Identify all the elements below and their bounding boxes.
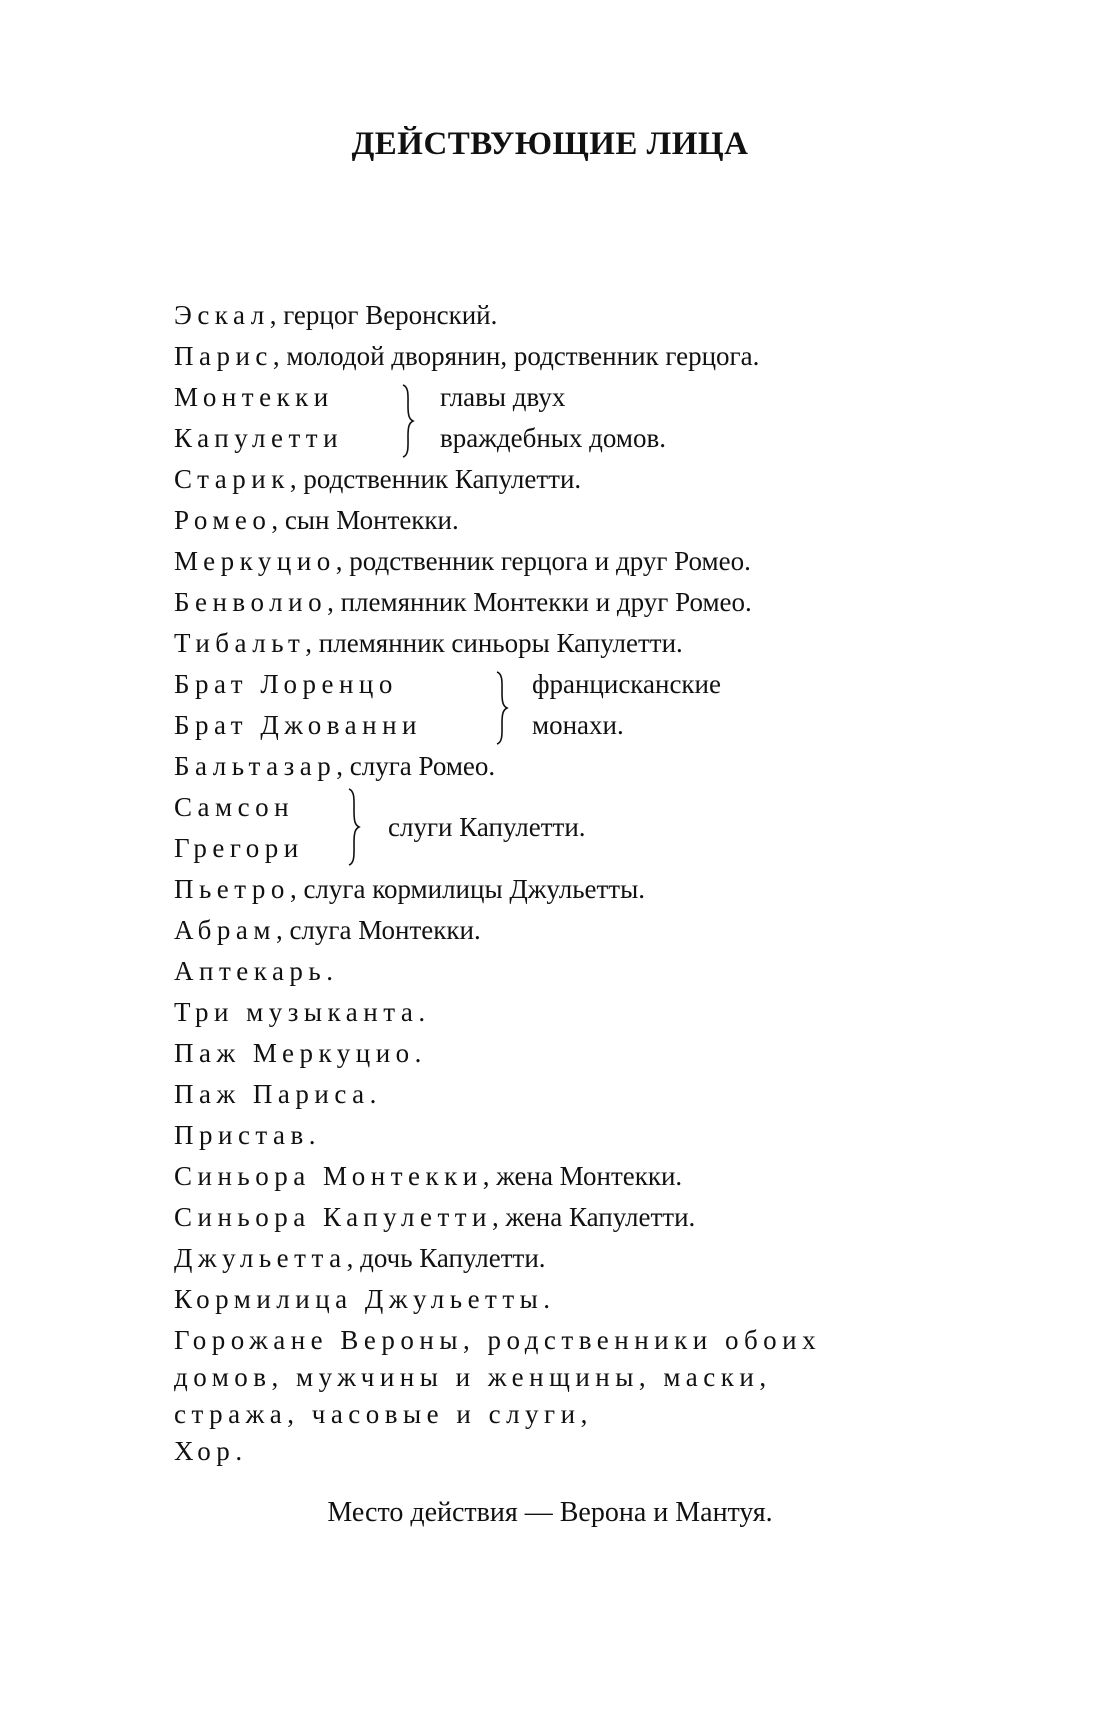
character-desc: . xyxy=(308,1120,316,1150)
character-name: Паж Меркуцио xyxy=(174,1038,415,1068)
cast-line-citizens-1: Горожане Вероны, родственники обоих xyxy=(174,1325,822,1355)
group-desc: монахи. xyxy=(532,710,624,740)
brace-icon xyxy=(494,671,510,745)
character-desc: . xyxy=(543,1284,551,1314)
cast-line-apothecary xyxy=(174,956,333,987)
character-desc: , слуга Монтекки. xyxy=(275,915,481,945)
character-name: Синьора Монтекки xyxy=(174,1161,483,1191)
cast-line-lady-montague xyxy=(174,1161,682,1192)
cast-line-tybalt xyxy=(174,628,683,659)
group-desc: слуги Капулетти. xyxy=(388,812,586,842)
cast-line-benvolio xyxy=(174,587,752,618)
cast-line-page-mercutio xyxy=(174,1038,421,1069)
character-desc: . xyxy=(326,956,333,986)
page-title: ДЕЙСТВУЮЩИЕ ЛИЦА xyxy=(351,126,749,162)
character-name: Пьетро xyxy=(174,874,290,904)
group-desc: францисканские xyxy=(532,669,721,699)
cast-line-paris xyxy=(174,341,759,372)
cast-line-mercutio xyxy=(174,546,751,577)
character-desc: , племянник Монтекки и друг Ромео. xyxy=(327,587,752,617)
group-member-name: Грегори xyxy=(174,833,304,863)
cast-line-lady-capulet xyxy=(174,1202,695,1233)
cast-line-abram xyxy=(174,915,481,946)
brace-icon xyxy=(400,384,416,458)
cast-line-officer xyxy=(174,1120,316,1151)
cast-line-chorus xyxy=(174,1436,242,1467)
character-name: Аптекарь xyxy=(174,956,327,986)
character-desc: . xyxy=(235,1436,243,1466)
character-desc: , родственник герцога и друг Ромео. xyxy=(335,546,751,576)
group-desc: главы двух xyxy=(440,382,566,412)
cast-line-old-man xyxy=(174,464,581,495)
group-member-name: Брат Джованни xyxy=(174,710,422,740)
cast-line-musicians xyxy=(174,997,425,1028)
character-desc: . xyxy=(418,997,426,1027)
character-desc: , родственник Капулетти. xyxy=(289,464,582,494)
group-member-name: Монтекки xyxy=(174,382,334,412)
character-name: Синьора Капулетти xyxy=(174,1202,493,1232)
setting-note: Место действия — Верона и Мантуя. xyxy=(327,1497,773,1528)
character-desc: , сын Монтекки. xyxy=(271,505,459,535)
character-desc: , молодой дворянин, родственник герцога. xyxy=(272,341,760,371)
character-name: Эскал xyxy=(174,300,270,330)
character-desc: , жена Монтекки. xyxy=(482,1161,683,1191)
group-member-name: Капулетти xyxy=(174,423,344,453)
cast-line-citizens-2: домов, мужчины и женщины, маски, xyxy=(174,1362,772,1392)
character-name: Джульетта xyxy=(174,1243,347,1273)
character-desc: . xyxy=(369,1079,377,1109)
character-name: Пристав xyxy=(174,1120,309,1150)
character-name: Ромео xyxy=(174,505,272,535)
character-name: Хор xyxy=(174,1436,236,1466)
character-desc: , племянник синьоры Капулетти. xyxy=(305,628,683,658)
character-desc: , жена Капулетти. xyxy=(492,1202,696,1232)
character-desc: , герцог Веронский. xyxy=(269,300,498,330)
group-member-name: Брат Лоренцо xyxy=(174,669,398,699)
character-name: Тибальт xyxy=(174,628,306,658)
character-desc: , слуга кормилицы Джульетты. xyxy=(289,874,645,904)
character-name: Меркуцио xyxy=(174,546,336,576)
group-desc: враждебных домов. xyxy=(440,423,666,453)
character-name: Три музыканта xyxy=(174,997,419,1027)
cast-line-juliet xyxy=(174,1243,546,1274)
character-name: Бальтазар xyxy=(174,751,337,781)
cast-line-nurse xyxy=(174,1284,550,1315)
character-name: Паж Париса xyxy=(174,1079,370,1109)
cast-line-citizens-3: стража, часовые и слуги, xyxy=(174,1399,593,1429)
cast-line-romeo xyxy=(174,505,459,536)
character-desc: , дочь Капулетти. xyxy=(346,1243,546,1273)
cast-line-balthasar xyxy=(174,751,495,782)
character-name: Абрам xyxy=(174,915,276,945)
character-name: Парис xyxy=(174,341,273,371)
group-member-name: Самсон xyxy=(174,792,295,822)
character-name: Бенволио xyxy=(174,587,328,617)
character-desc: . xyxy=(414,1038,422,1068)
cast-line-peter xyxy=(174,874,645,905)
character-name: Старик xyxy=(174,464,290,494)
character-name: Кормилица Джульетты xyxy=(174,1284,544,1314)
character-desc: , слуга Ромео. xyxy=(336,751,496,781)
cast-line-escalus xyxy=(174,300,497,331)
cast-line-page-paris xyxy=(174,1079,376,1110)
brace-icon xyxy=(346,788,362,866)
